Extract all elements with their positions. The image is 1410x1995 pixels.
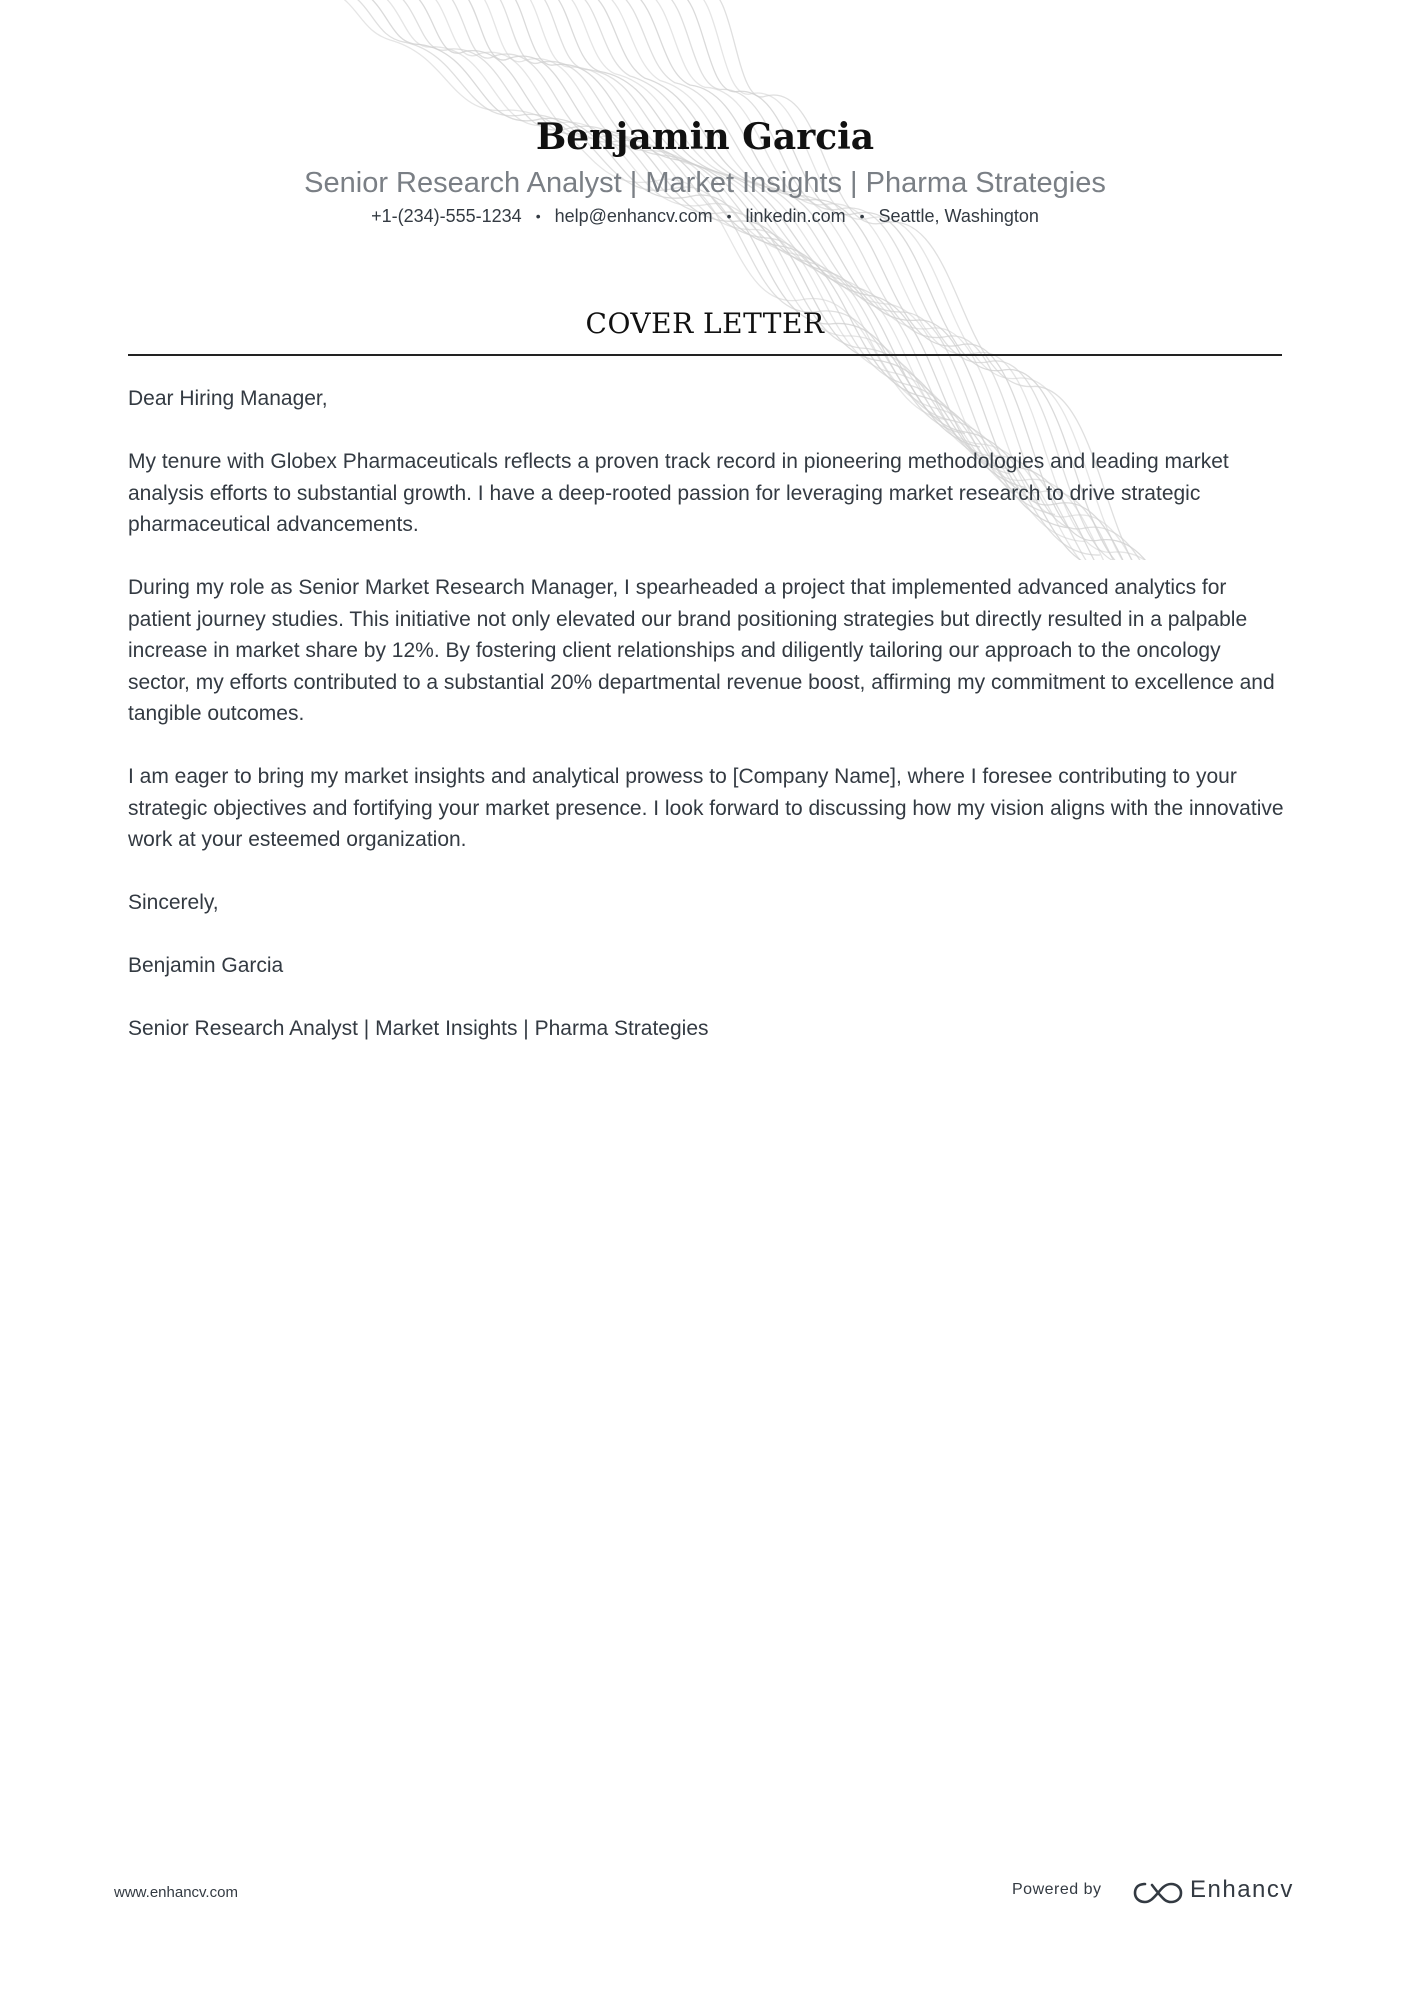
enhancv-brand-name: Enhancv xyxy=(1190,1876,1294,1903)
contact-linkedin: linkedin.com xyxy=(745,206,846,226)
contact-separator: • xyxy=(859,208,865,224)
section-title: COVER LETTER xyxy=(585,307,825,340)
letter-paragraph: My tenure with Globex Pharmaceuticals reflects a proven track record in pioneering methodologies and leading market analysis efforts to substantial growth. I have a deep-rooted passion for leveraging market research to drive strategic pharmaceutical advancements. xyxy=(128,450,1229,536)
footer-website-link[interactable]: www.enhancv.com xyxy=(114,1884,238,1901)
contact-phone: +1-(234)-555-1234 xyxy=(371,206,522,226)
enhancv-infinity-logo-icon xyxy=(1132,1880,1184,1906)
salutation: Dear Hiring Manager, xyxy=(128,387,328,410)
applicant-name: Benjamin Garcia xyxy=(535,116,875,158)
signature-title: Senior Research Analyst | Market Insights | Pharma Strategies xyxy=(128,1017,709,1040)
signature-name: Benjamin Garcia xyxy=(128,954,284,977)
letter-paragraph: I am eager to bring my market insights and analytical prowess to [Company Name], where I foresee contributing to your strategic objectives and fortifying your market presence. I look forward to discussing how my vision aligns with the innovative work at your esteemed organization. xyxy=(128,765,1284,851)
contact-location: Seattle, Washington xyxy=(878,206,1039,226)
applicant-tagline: Senior Research Analyst | Market Insights | Pharma Strategies xyxy=(304,167,1106,199)
contact-line xyxy=(0,204,1410,228)
contact-separator: • xyxy=(535,208,541,224)
contact-email: help@enhancv.com xyxy=(554,206,713,226)
contact-separator: • xyxy=(726,208,732,224)
powered-by-label: Powered by xyxy=(1012,1881,1102,1898)
letter-paragraph: During my role as Senior Market Research Manager, I spearheaded a project that implemented advanced analytics for patient journey studies. This initiative not only elevated our brand positioning strategies but directly resulted in a palpable increase in market share by 12%. By fostering client relationships and diligently tailoring our approach to the oncology sector, my efforts contributed to a substantial 20% departmental revenue boost, affirming my commitment to excellence and tangible outcomes. xyxy=(128,576,1275,725)
section-divider xyxy=(128,354,1282,356)
letter-header xyxy=(0,112,1410,228)
letter-body xyxy=(128,383,1288,1076)
closing: Sincerely, xyxy=(128,891,219,914)
